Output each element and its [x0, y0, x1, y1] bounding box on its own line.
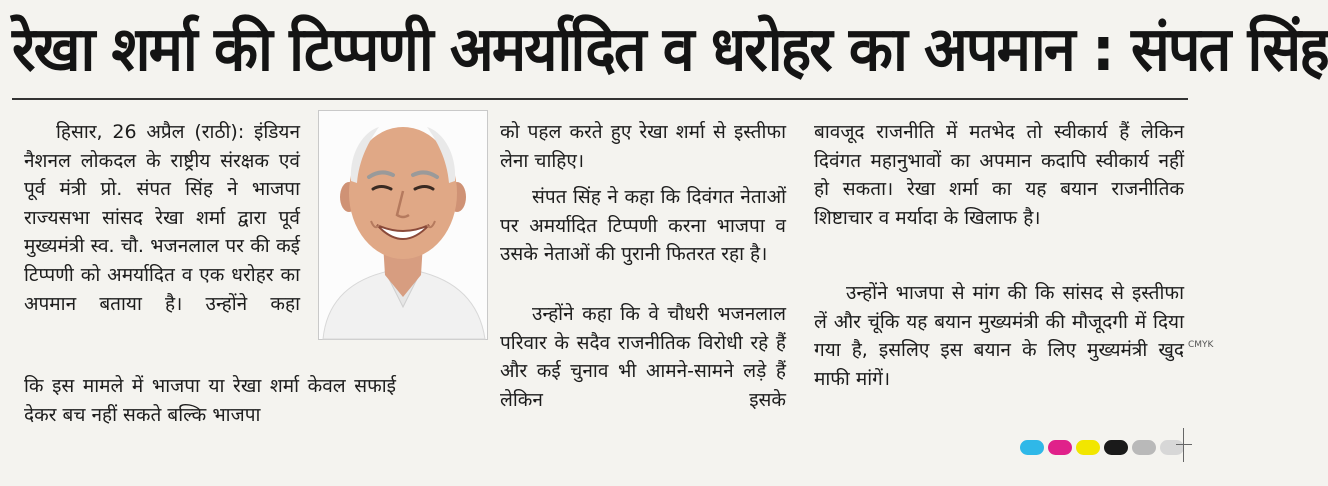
paragraph-col3-differences: बावजूद राजनीति में मतभेद तो स्वीकार्य हैं लेकिन दिवंगत महानुभावों का अपमान कदापि स्वीकार्य नहीं हो सकता। रेखा शर्मा का यह बयान राजनीतिक शिष्टाचार व मर्यादा के खिलाफ है।	[814, 121, 1184, 229]
black-swatch	[1104, 440, 1128, 455]
crop-mark-horizontal	[1176, 444, 1192, 445]
headline: रेखा शर्मा की टिप्पणी अमर्यादित व धरोहर का अपमान : संपत सिंह	[12, 14, 1328, 85]
color-registration-bar	[1020, 440, 1184, 456]
cmyk-registration-letters: CMYK	[1188, 340, 1214, 350]
headline-rule	[12, 98, 1188, 100]
crop-mark-vertical	[1183, 428, 1184, 462]
yellow-swatch	[1076, 440, 1100, 455]
paragraph-col2-continued: को पहल करते हुए रेखा शर्मा से इस्तीफा लेना चाहिए।	[500, 121, 786, 172]
gray-swatch	[1132, 440, 1156, 455]
article-photo	[318, 110, 488, 340]
paragraph-col1-intro: हिसार, 26 अप्रैल (राठी): इंडियन नैशनल लोकदल के राष्ट्रीय संरक्षक एवं पूर्व मंत्री प्रो. संपत सिंह ने भाजपा राज्यसभा सांसद रेखा शर्मा द्वारा पूर्व मुख्यमंत्री स्व. चौ. भजनलाल पर की कई टिप्पणी को अमर्यादित व एक धरोहर का अपमान बताया है। उन्होंने कहा	[24, 121, 300, 315]
light-gray-swatch	[1160, 440, 1184, 455]
paragraph-col2-sampat-quote: संपत सिंह ने कहा कि दिवंगत नेताओं पर अमर्यादित टिप्पणी करना भाजपा व उसके नेताओं की पुरानी फितरत रहा है।	[500, 186, 786, 266]
cyan-swatch	[1020, 440, 1044, 455]
paragraph-col1-continued: कि इस मामले में भाजपा या रेखा शर्मा केवल सफाई देकर बच नहीं सकते बल्कि भाजपा	[24, 375, 396, 426]
paragraph-col2-rivalry: उन्होंने कहा कि वे चौधरी भजनलाल परिवार के सदैव राजनीतिक विरोधी रहे हैं और कई चुनाव भी आमने-सामने लड़े हैं लेकिन इसके	[500, 303, 786, 411]
paragraph-col3-demand: उन्होंने भाजपा से मांग की कि सांसद से इस्तीफा लें और चूंकि यह बयान मुख्यमंत्री की मौजूदगी में दिया गया है, इसलिए इस बयान के लिए मुख्यमंत्री खुद माफी मांगें।	[814, 282, 1184, 390]
magenta-swatch	[1048, 440, 1072, 455]
person-portrait-image	[319, 111, 487, 339]
